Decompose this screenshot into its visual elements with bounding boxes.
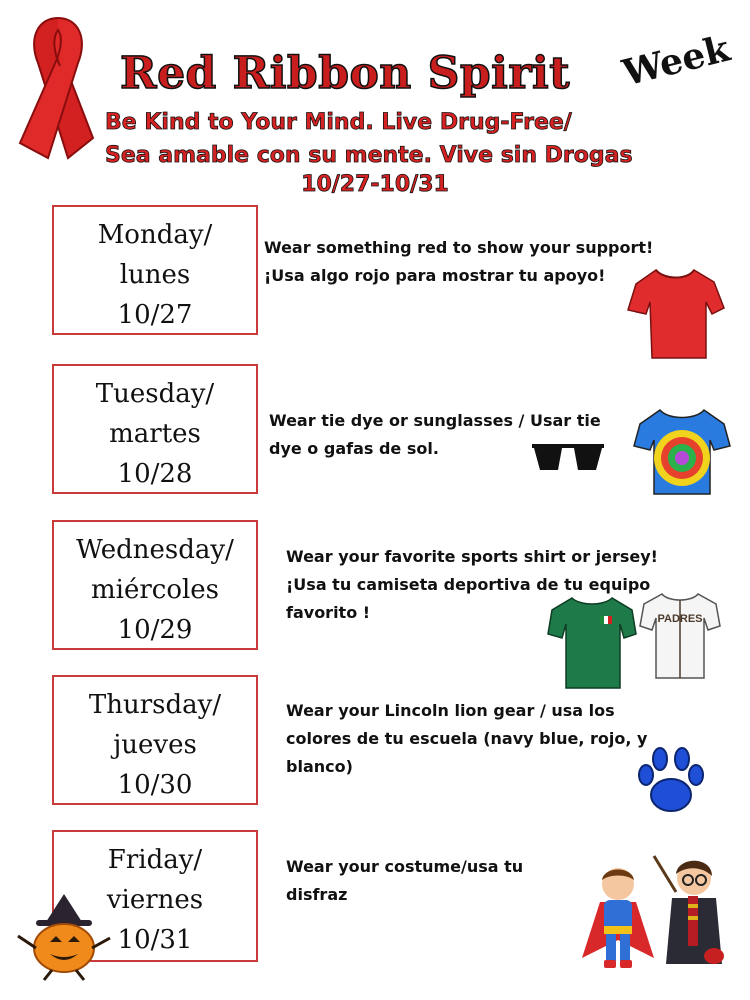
description-line: disfraz <box>286 885 348 904</box>
day-box-thursday <box>52 675 258 805</box>
subtitle-english: Be Kind to Your Mind. Live Drug-Free/ <box>105 110 572 135</box>
wizard-kid-icon <box>650 852 730 972</box>
sunglasses-icon <box>528 440 608 476</box>
date-range: 10/27-10/31 <box>301 172 449 197</box>
day-date: 10/28 <box>117 459 193 489</box>
day-date: 10/27 <box>117 300 193 330</box>
description-line: Wear your Lincoln lion gear / usa los <box>286 701 615 720</box>
description-line: favorito ! <box>286 603 371 622</box>
description-line: Wear your favorite sports shirt or jersey! <box>286 547 658 566</box>
day-name-es: viernes <box>106 885 204 915</box>
page-title: Red Ribbon Spirit <box>120 48 571 99</box>
day-name-en: Monday/ <box>97 220 213 250</box>
red-ribbon-icon <box>8 8 108 173</box>
title-week-word: Week <box>618 27 734 95</box>
day-name-es: martes <box>109 419 201 449</box>
description-line: ¡Usa tu camiseta deportiva de tu equipo <box>286 575 651 594</box>
mexico-jersey-icon <box>546 594 638 694</box>
day-box-tuesday <box>52 364 258 494</box>
description-line: blanco) <box>286 757 353 776</box>
dancing-pumpkin-icon <box>6 892 116 982</box>
red-tshirt-icon <box>626 262 726 362</box>
day-description-friday <box>286 853 523 909</box>
day-date: 10/31 <box>117 925 193 955</box>
description-line: Wear something red to show your support! <box>264 238 654 257</box>
day-name-es: miércoles <box>90 575 220 605</box>
day-box-wednesday <box>52 520 258 650</box>
day-name-en: Thursday/ <box>88 690 222 720</box>
superhero-kid-icon <box>578 862 658 972</box>
subtitle-spanish: Sea amable con su mente. Vive sin Drogas <box>105 143 633 168</box>
day-box-monday <box>52 205 258 335</box>
day-description-thursday <box>286 697 647 781</box>
day-name-es: jueves <box>113 730 197 760</box>
description-line: Wear your costume/usa tu <box>286 857 524 876</box>
description-line: dye o gafas de sol. <box>269 439 439 458</box>
day-name-en: Tuesday/ <box>95 379 215 409</box>
day-date: 10/29 <box>117 615 193 645</box>
description-line: colores de tu escuela (navy blue, rojo, y <box>286 729 648 748</box>
day-name-en: Wednesday/ <box>76 535 234 565</box>
tie-dye-shirt-icon <box>632 406 732 498</box>
jersey-lettering: PADRES <box>657 613 703 625</box>
day-description-monday <box>264 234 653 290</box>
blue-paw-print-icon <box>636 745 706 817</box>
description-line: Wear tie dye or sunglasses / Usar tie <box>269 411 601 430</box>
padres-jersey-icon <box>638 590 722 682</box>
day-name-es: lunes <box>119 260 191 290</box>
day-name-en: Friday/ <box>107 845 203 875</box>
day-date: 10/30 <box>117 770 193 800</box>
description-line: ¡Usa algo rojo para mostrar tu apoyo! <box>264 266 606 285</box>
